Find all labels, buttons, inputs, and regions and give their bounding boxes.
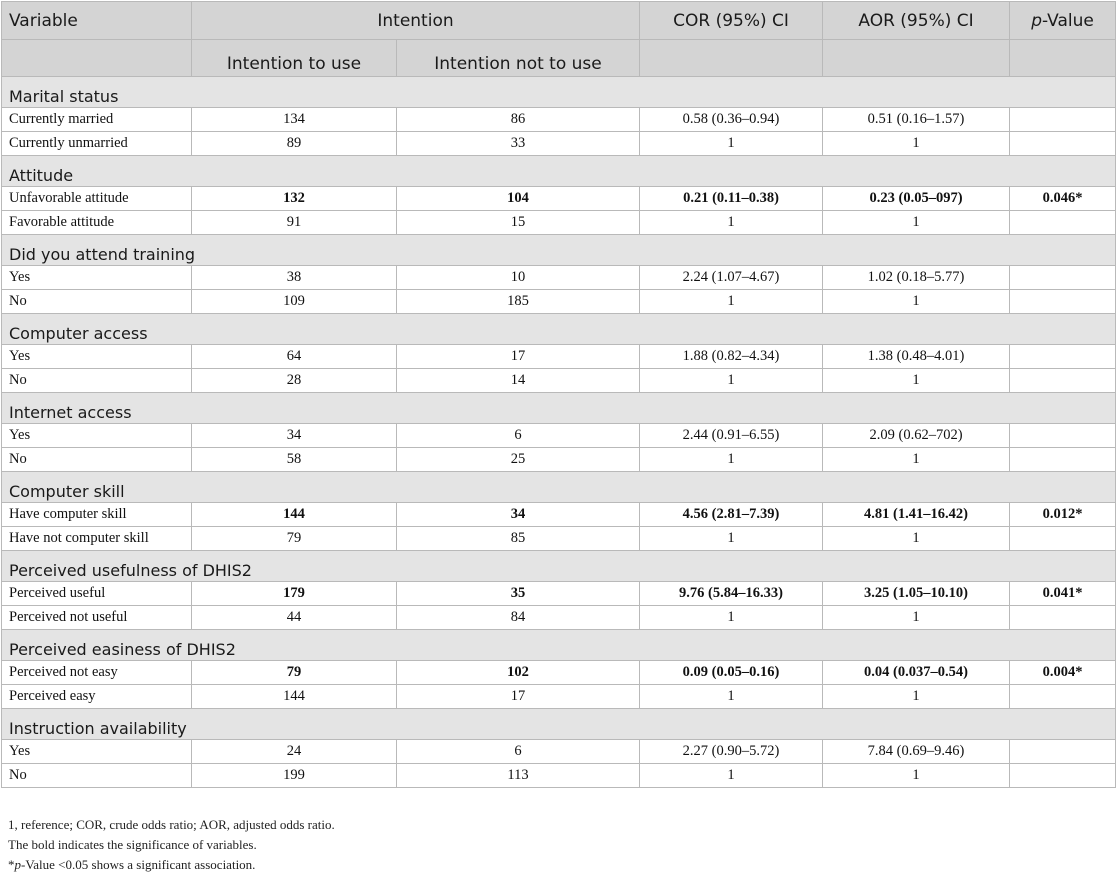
row-label: Yes [2, 424, 192, 448]
cell-pvalue [1010, 527, 1116, 551]
row-label: Perceived useful [2, 582, 192, 606]
cell-intention-not-to-use: 33 [397, 132, 640, 156]
section-title: Did you attend training [2, 235, 1116, 266]
col-header-pvalue [1010, 2, 1116, 40]
col-subheader-empty [1010, 40, 1116, 77]
cell-intention-not-to-use: 17 [397, 345, 640, 369]
cell-pvalue: 0.046* [1010, 187, 1116, 211]
row-label: No [2, 764, 192, 788]
cell-pvalue [1010, 108, 1116, 132]
cell-aor: 1 [823, 764, 1010, 788]
row-label: Have not computer skill [2, 527, 192, 551]
section-row [2, 630, 1116, 661]
cell-intention-not-to-use: 14 [397, 369, 640, 393]
cell-intention-not-to-use: 25 [397, 448, 640, 472]
footnote-3 [8, 855, 335, 875]
cell-pvalue [1010, 345, 1116, 369]
cell-cor: 1 [640, 290, 823, 314]
col-header-cor: COR (95%) CI [640, 2, 823, 40]
col-subheader-empty [2, 40, 192, 77]
cell-pvalue [1010, 448, 1116, 472]
cell-pvalue [1010, 764, 1116, 788]
cell-pvalue: 0.004* [1010, 661, 1116, 685]
cell-aor: 1 [823, 290, 1010, 314]
cell-intention-to-use: 24 [192, 740, 397, 764]
cell-pvalue [1010, 740, 1116, 764]
cell-intention-to-use: 109 [192, 290, 397, 314]
cell-pvalue: 0.012* [1010, 503, 1116, 527]
row-label: Currently unmarried [2, 132, 192, 156]
cell-intention-not-to-use: 6 [397, 740, 640, 764]
table-row [2, 503, 1116, 527]
table-row [2, 448, 1116, 472]
row-label: Unfavorable attitude [2, 187, 192, 211]
table-row [2, 108, 1116, 132]
section-title: Attitude [2, 156, 1116, 187]
cell-intention-to-use: 199 [192, 764, 397, 788]
row-label: Have computer skill [2, 503, 192, 527]
table-row [2, 527, 1116, 551]
footnote-rest: -Value <0.05 shows a significant association. [21, 857, 256, 872]
table-row [2, 266, 1116, 290]
col-subheader-intention-to-use: Intention to use [192, 40, 397, 77]
cell-cor: 1 [640, 132, 823, 156]
cell-intention-to-use: 79 [192, 527, 397, 551]
cell-cor: 1.88 (0.82–4.34) [640, 345, 823, 369]
cell-cor: 1 [640, 606, 823, 630]
cell-aor: 4.81 (1.41–16.42) [823, 503, 1010, 527]
section-title: Perceived usefulness of DHIS2 [2, 551, 1116, 582]
cell-aor: 1.38 (0.48–4.01) [823, 345, 1010, 369]
cell-intention-not-to-use: 113 [397, 764, 640, 788]
cell-pvalue [1010, 369, 1116, 393]
cell-intention-to-use: 44 [192, 606, 397, 630]
section-title: Perceived easiness of DHIS2 [2, 630, 1116, 661]
cell-cor: 2.24 (1.07–4.67) [640, 266, 823, 290]
section-title: Computer access [2, 314, 1116, 345]
cell-intention-not-to-use: 15 [397, 211, 640, 235]
section-row [2, 156, 1116, 187]
cell-cor: 9.76 (5.84–16.33) [640, 582, 823, 606]
row-label: Perceived not easy [2, 661, 192, 685]
table-row [2, 764, 1116, 788]
table-row [2, 582, 1116, 606]
cell-pvalue [1010, 132, 1116, 156]
cell-pvalue [1010, 211, 1116, 235]
row-label: No [2, 448, 192, 472]
cell-intention-not-to-use: 6 [397, 424, 640, 448]
col-header-variable: Variable [2, 2, 192, 40]
cell-cor: 2.27 (0.90–5.72) [640, 740, 823, 764]
cell-cor: 0.21 (0.11–0.38) [640, 187, 823, 211]
cell-intention-to-use: 79 [192, 661, 397, 685]
cell-cor: 2.44 (0.91–6.55) [640, 424, 823, 448]
table-container [1, 1, 1115, 788]
header-row-2 [2, 40, 1116, 77]
cell-intention-not-to-use: 185 [397, 290, 640, 314]
cell-aor: 1.02 (0.18–5.77) [823, 266, 1010, 290]
cell-aor: 0.51 (0.16–1.57) [823, 108, 1010, 132]
table-row [2, 606, 1116, 630]
footnote-p-italic: p [14, 857, 21, 872]
cell-cor: 1 [640, 211, 823, 235]
cell-cor: 1 [640, 527, 823, 551]
footnote-1: 1, reference; COR, crude odds ratio; AOR, adjusted odds ratio. [8, 817, 335, 832]
col-header-aor: AOR (95%) CI [823, 2, 1010, 40]
section-title: Computer skill [2, 472, 1116, 503]
cell-intention-to-use: 144 [192, 685, 397, 709]
cell-cor: 1 [640, 369, 823, 393]
results-table [1, 1, 1116, 788]
cell-aor: 2.09 (0.62–702) [823, 424, 1010, 448]
header-row-1 [2, 2, 1116, 40]
row-label: Yes [2, 266, 192, 290]
cell-aor: 1 [823, 448, 1010, 472]
row-label: No [2, 369, 192, 393]
col-header-intention: Intention [192, 2, 640, 40]
row-label: Perceived easy [2, 685, 192, 709]
cell-intention-to-use: 134 [192, 108, 397, 132]
table-row [2, 345, 1116, 369]
section-row [2, 314, 1116, 345]
section-row [2, 709, 1116, 740]
cell-intention-to-use: 179 [192, 582, 397, 606]
cell-intention-to-use: 89 [192, 132, 397, 156]
row-label: Yes [2, 740, 192, 764]
cell-intention-to-use: 64 [192, 345, 397, 369]
cell-intention-not-to-use: 35 [397, 582, 640, 606]
row-label: Favorable attitude [2, 211, 192, 235]
cell-aor: 1 [823, 369, 1010, 393]
cell-intention-to-use: 144 [192, 503, 397, 527]
row-label: No [2, 290, 192, 314]
cell-intention-to-use: 91 [192, 211, 397, 235]
cell-aor: 3.25 (1.05–10.10) [823, 582, 1010, 606]
pvalue-italic-p: p [1031, 10, 1042, 31]
cell-intention-to-use: 38 [192, 266, 397, 290]
cell-pvalue [1010, 685, 1116, 709]
table-row [2, 187, 1116, 211]
cell-intention-not-to-use: 10 [397, 266, 640, 290]
cell-intention-not-to-use: 102 [397, 661, 640, 685]
col-subheader-empty [823, 40, 1010, 77]
cell-cor: 0.09 (0.05–0.16) [640, 661, 823, 685]
table-row [2, 132, 1116, 156]
section-title: Instruction availability [2, 709, 1116, 740]
cell-pvalue [1010, 424, 1116, 448]
cell-aor: 1 [823, 527, 1010, 551]
table-row [2, 369, 1116, 393]
cell-intention-not-to-use: 34 [397, 503, 640, 527]
cell-intention-to-use: 58 [192, 448, 397, 472]
section-row [2, 393, 1116, 424]
row-label: Currently married [2, 108, 192, 132]
cell-pvalue [1010, 266, 1116, 290]
col-subheader-intention-not-to-use: Intention not to use [397, 40, 640, 77]
cell-aor: 7.84 (0.69–9.46) [823, 740, 1010, 764]
table-row [2, 424, 1116, 448]
table-row [2, 661, 1116, 685]
row-label: Perceived not useful [2, 606, 192, 630]
footnote-star: * [8, 857, 15, 872]
cell-intention-to-use: 132 [192, 187, 397, 211]
cell-pvalue [1010, 290, 1116, 314]
cell-intention-to-use: 34 [192, 424, 397, 448]
cell-cor: 1 [640, 764, 823, 788]
col-subheader-empty [640, 40, 823, 77]
table-row [2, 290, 1116, 314]
cell-intention-not-to-use: 17 [397, 685, 640, 709]
section-row [2, 77, 1116, 108]
cell-intention-not-to-use: 85 [397, 527, 640, 551]
cell-cor: 4.56 (2.81–7.39) [640, 503, 823, 527]
cell-aor: 1 [823, 211, 1010, 235]
table-footnotes [8, 815, 335, 875]
table-row [2, 740, 1116, 764]
cell-aor: 1 [823, 132, 1010, 156]
cell-pvalue: 0.041* [1010, 582, 1116, 606]
cell-aor: 0.23 (0.05–097) [823, 187, 1010, 211]
footnote-2: The bold indicates the significance of variables. [8, 837, 257, 852]
cell-intention-to-use: 28 [192, 369, 397, 393]
row-label: Yes [2, 345, 192, 369]
section-row [2, 551, 1116, 582]
table-row [2, 685, 1116, 709]
cell-aor: 1 [823, 685, 1010, 709]
section-title: Marital status [2, 77, 1116, 108]
section-title: Internet access [2, 393, 1116, 424]
cell-cor: 0.58 (0.36–0.94) [640, 108, 823, 132]
cell-intention-not-to-use: 104 [397, 187, 640, 211]
section-row [2, 472, 1116, 503]
section-row [2, 235, 1116, 266]
pvalue-rest: -Value [1042, 10, 1094, 31]
cell-cor: 1 [640, 448, 823, 472]
cell-aor: 1 [823, 606, 1010, 630]
cell-intention-not-to-use: 86 [397, 108, 640, 132]
cell-cor: 1 [640, 685, 823, 709]
cell-intention-not-to-use: 84 [397, 606, 640, 630]
table-row [2, 211, 1116, 235]
cell-pvalue [1010, 606, 1116, 630]
cell-aor: 0.04 (0.037–0.54) [823, 661, 1010, 685]
